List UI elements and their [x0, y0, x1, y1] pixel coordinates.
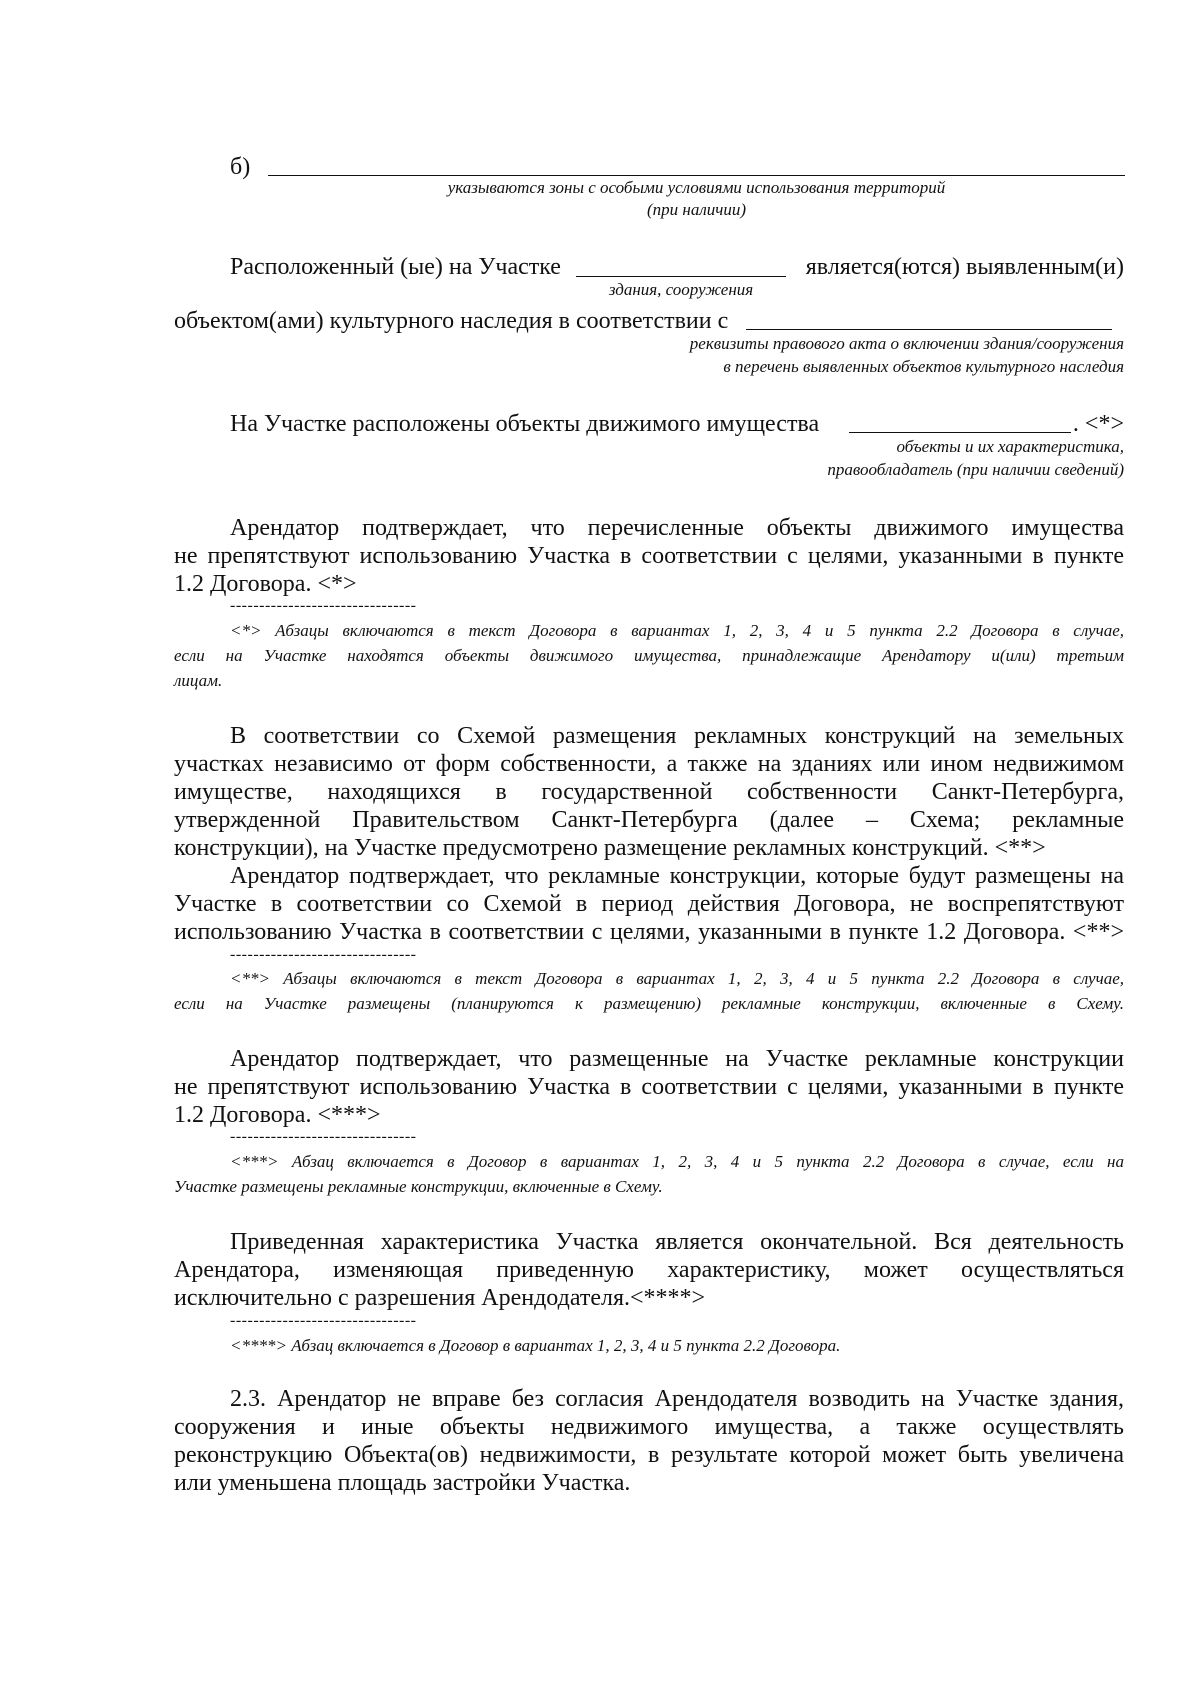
- movable-line-end: . <*>: [1072, 411, 1124, 437]
- movable-caption-1: объекты и их характеристика,: [896, 437, 1124, 456]
- ads-line-6: Арендатор подтверждает, что рекламные конструкции, которые будут размещены на: [230, 863, 1124, 889]
- footnote4-line-1: <****> Абзац включается в Договор в вариантах 1, 2, 3, 4 и 5 пункта 2.2 Договора.: [230, 1336, 841, 1355]
- confirm2-line-3: 1.2 Договора. <***>: [174, 1102, 381, 1128]
- footnote-separator: --------------------------------: [230, 946, 417, 963]
- heritage-line1-start: Расположенный (ые) на Участке: [230, 254, 561, 280]
- clause-2-3-line-1: 2.3. Арендатор не вправе без согласия Арендодателя возводить на Участке здания,: [230, 1386, 1124, 1412]
- confirm1-line-3: 1.2 Договора. <*>: [174, 571, 357, 597]
- movable-line-start: На Участке расположены объекты движимого имущества: [230, 411, 820, 437]
- ads-line-5: конструкции), на Участке предусмотрено размещение рекламных конструкций. <**>: [174, 835, 1046, 861]
- final-char-line-3: исключительно с разрешения Арендодателя.<****>: [174, 1285, 706, 1311]
- ads-line-2: участках независимо от форм собственности, а также на зданиях или ином недвижимом: [174, 751, 1124, 777]
- ads-line-4: утвержденной Правительством Санкт-Петербурга (далее – Схема; рекламные: [174, 807, 1124, 833]
- heritage-building-caption: здания, сооружения: [608, 280, 754, 299]
- section-b-blank-line: [268, 175, 1125, 176]
- heritage-building-blank: [576, 276, 786, 277]
- movable-blank: [849, 432, 1071, 433]
- section-b-caption-note: (при наличии): [646, 200, 747, 219]
- confirm2-line-2: не препятствуют использованию Участка в соответствии с целями, указанными в пункте: [174, 1074, 1124, 1100]
- heritage-act-caption-1: реквизиты правового акта о включении здания/сооружения: [689, 334, 1124, 353]
- footnote3-line-2: Участке размещены рекламные конструкции, включенные в Схему.: [174, 1177, 663, 1196]
- footnote2-line-2: если на Участке размещены (планируются к размещению) рекламные конструкции, включенные в Схему.: [174, 994, 1124, 1013]
- footnote-separator: --------------------------------: [230, 1312, 417, 1329]
- heritage-act-caption-2: в перечень выявленных объектов культурного наследия: [723, 357, 1124, 376]
- confirm1-line-2: не препятствуют использованию Участка в соответствии с целями, указанными в пункте: [174, 543, 1124, 569]
- clause-2-3-line-3: реконструкцию Объекта(ов) недвижимости, в результате которой может быть увеличена: [174, 1442, 1124, 1468]
- section-b-label: б): [230, 154, 251, 180]
- footnote1-line-2: если на Участке находятся объекты движимого имущества, принадлежащие Арендатору и(или) третьим: [174, 646, 1124, 665]
- footnote1-line-3: лицам.: [174, 671, 223, 690]
- ads-line-3: имуществе, находящихся в государственной собственности Санкт-Петербурга,: [174, 779, 1124, 805]
- footnote-separator: --------------------------------: [230, 597, 417, 614]
- heritage-act-blank: [746, 329, 1112, 330]
- footnote3-line-1: <***> Абзац включается в Договор в вариантах 1, 2, 3, 4 и 5 пункта 2.2 Договора в случае, если на: [230, 1152, 1124, 1171]
- clause-2-3-line-4: или уменьшена площадь застройки Участка.: [174, 1470, 631, 1496]
- clause-2-3-line-2: сооружения и иные объекты недвижимого имущества, а также осуществлять: [174, 1414, 1124, 1440]
- heritage-line1-end: является(ются) выявленным(и): [805, 254, 1124, 280]
- footnote-separator: --------------------------------: [230, 1128, 417, 1145]
- footnote1-line-1: <*> Абзацы включаются в текст Договора в вариантах 1, 2, 3, 4 и 5 пункта 2.2 Договора в случае,: [230, 621, 1124, 640]
- heritage-line2-start: объектом(ами) культурного наследия в соответствии с: [174, 308, 729, 334]
- section-b-caption: указываются зоны с особыми условиями использования территорий: [447, 178, 946, 197]
- final-char-line-2: Арендатора, изменяющая приведенную характеристику, может осуществляться: [174, 1257, 1124, 1283]
- ads-line-8: использованию Участка в соответствии с целями, указанными в пункте 1.2 Договора. <**>: [174, 919, 1124, 945]
- confirm2-line-1: Арендатор подтверждает, что размещенные на Участке рекламные конструкции: [230, 1046, 1124, 1072]
- ads-line-7: Участке в соответствии со Схемой в период действия Договора, не воспрепятствуют: [174, 891, 1124, 917]
- movable-caption-2: правообладатель (при наличии сведений): [827, 460, 1124, 479]
- ads-line-1: В соответствии со Схемой размещения рекламных конструкций на земельных: [230, 723, 1124, 749]
- footnote2-line-1: <**> Абзацы включаются в текст Договора в вариантах 1, 2, 3, 4 и 5 пункта 2.2 Договора в случае,: [230, 969, 1124, 988]
- confirm1-line-1: Арендатор подтверждает, что перечисленные объекты движимого имущества: [230, 515, 1124, 541]
- final-char-line-1: Приведенная характеристика Участка является окончательной. Вся деятельность: [230, 1229, 1124, 1255]
